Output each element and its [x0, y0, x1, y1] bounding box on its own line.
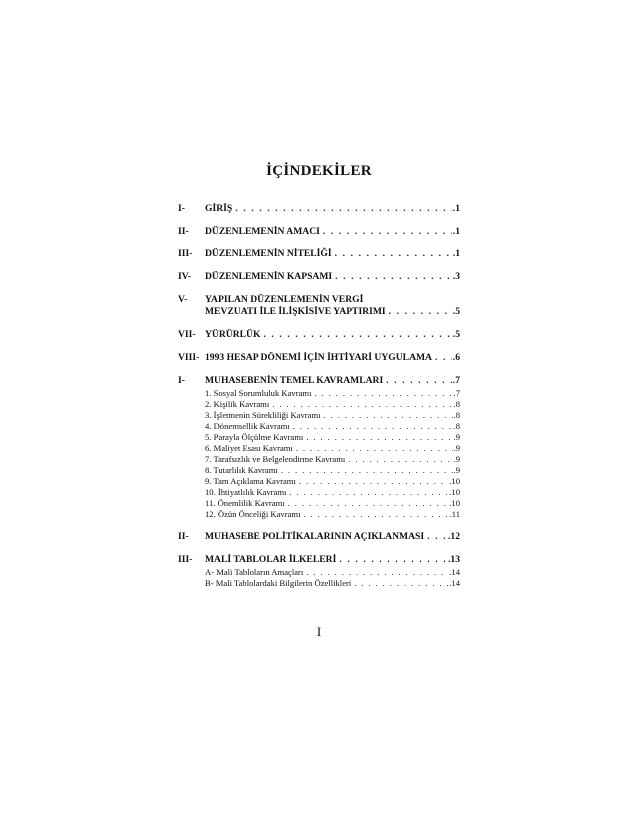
dot-leader: [288, 498, 449, 509]
entry-label: DÜZENLEMENİN AMACI: [205, 226, 320, 237]
entry-number: I-: [178, 375, 185, 386]
entry-number: III-: [178, 248, 193, 259]
entry-label: YÜRÜRLÜK: [205, 329, 261, 340]
dot-leader: [386, 375, 452, 387]
toc-entry-vergi: [178, 294, 460, 306]
toc-subentry: 2. Kişilik Kavramı . . . .8: [205, 399, 460, 410]
toc-subentry: 7. Tarafsızlık ve Belgelendirme Kavramı . . . .9: [205, 454, 460, 465]
toc-subentry: 5. Parayla Ölçülme Kavramı . . . .9: [205, 432, 460, 443]
entry-number: II-: [178, 531, 189, 542]
dot-leader: [389, 306, 452, 318]
dot-leader: [324, 410, 453, 421]
entry-number: IV-: [178, 271, 192, 282]
entry-number: V-: [178, 294, 188, 305]
entry-page: .7: [452, 375, 460, 386]
entry-page: .1: [452, 248, 460, 259]
page-title: İÇİNDEKİLER: [266, 163, 372, 179]
dot-leader: [289, 487, 448, 498]
entry-number: II-: [178, 226, 189, 237]
toc-entry-kapsam: [178, 271, 460, 283]
entry-page: .6: [452, 352, 460, 363]
dot-leader: [303, 509, 448, 520]
entry-label-continued: MEVZUATI İLE İLİŞKİSİVE YAPTIRIMI: [205, 306, 386, 317]
entry-page: .12: [448, 531, 460, 542]
dot-leader: [281, 465, 453, 476]
dot-leader: [323, 226, 452, 238]
toc-subentry: 1. Sosyal Sorumluluk Kavramı . . . .7: [205, 388, 460, 399]
entry-label: MUHASEBENİN TEMEL KAVRAMLARI: [205, 375, 384, 386]
dot-leader: [296, 443, 453, 454]
toc-subentry: 6. Maliyet Esası Kavramı . . . .9: [205, 443, 460, 454]
dot-leader: [235, 203, 452, 215]
toc-entry-amac: [178, 226, 460, 238]
toc-subentry: A- Mali Tabloların Amaçları . . . .14: [205, 567, 460, 578]
dot-leader: [299, 476, 448, 487]
dot-leader: [314, 388, 452, 399]
dot-leader: [427, 531, 447, 543]
entry-label: DÜZENLEMENİN NİTELİĞİ: [205, 248, 332, 259]
entry-number: I-: [178, 203, 185, 214]
toc-entry-mali-tablolar: [178, 554, 460, 566]
entry-number: VIII-: [178, 352, 200, 363]
toc-entry-vergi-cont: [178, 306, 460, 318]
toc-subentry: 4. Dönemsellik Kavramı . . . .8: [205, 421, 460, 432]
entry-page: .5: [452, 329, 460, 340]
entry-page: .13: [448, 554, 460, 565]
entry-label: MALİ TABLOLAR İLKELERİ: [205, 554, 337, 565]
dot-leader: [339, 554, 447, 566]
toc-subentry: 11. Önemlilik Kavramı . . . .10: [205, 498, 460, 509]
toc-subentry: 10. İhtiyatlılık Kavramı . . . .10: [205, 487, 460, 498]
entry-number: III-: [178, 554, 193, 565]
toc-entry-giris: [178, 203, 460, 215]
toc-subentry: 3. İşletmenin Sürekliliği Kavramı . . . .8: [205, 410, 460, 421]
dot-leader: [293, 421, 453, 432]
page-number: I: [316, 624, 322, 639]
toc-subentry: 8. Tutarlılık Kavramı . . . .9: [205, 465, 460, 476]
dot-leader: [306, 432, 452, 443]
dot-leader: [354, 578, 448, 589]
entry-page: .1: [452, 203, 460, 214]
entry-label: DÜZENLEMENİN KAPSAMI: [205, 271, 333, 282]
entry-page: .3: [452, 271, 460, 282]
toc-subentry: 12. Özün Önceliği Kavramı . . . .11: [205, 509, 460, 520]
dot-leader: [435, 352, 452, 364]
entry-label: GİRİŞ: [205, 203, 233, 214]
toc-subentry: B- Mali Tablolardaki Bilgilerin Özellikleri . . . .14: [205, 578, 460, 589]
entry-number: VII-: [178, 329, 196, 340]
dot-leader: [348, 454, 452, 465]
toc-entry-ihtiyari: [178, 352, 460, 364]
toc-entry-temel-kavramlar: [178, 375, 460, 387]
entry-label: YAPILAN DÜZENLEMENİN VERGİ: [205, 294, 364, 305]
dot-leader: [335, 248, 452, 260]
entry-page: .1: [452, 226, 460, 237]
toc-entry-politikalar: [178, 531, 460, 543]
toc-entry-nitelik: [178, 248, 460, 260]
dot-leader: [335, 271, 452, 283]
entry-label: 1993 HESAP DÖNEMİ İÇİN İHTİYARİ UYGULAMA: [205, 352, 432, 363]
dot-leader: [263, 329, 451, 341]
toc-subentry: 9. Tam Açıklama Kavramı . . . .10: [205, 476, 460, 487]
entry-page: .5: [452, 306, 460, 317]
dot-leader: [306, 567, 448, 578]
dot-leader: [272, 399, 452, 410]
toc-entry-yururluk: [178, 329, 460, 341]
entry-label: MUHASEBE POLİTİKALARININ AÇIKLANMASI: [205, 531, 425, 542]
